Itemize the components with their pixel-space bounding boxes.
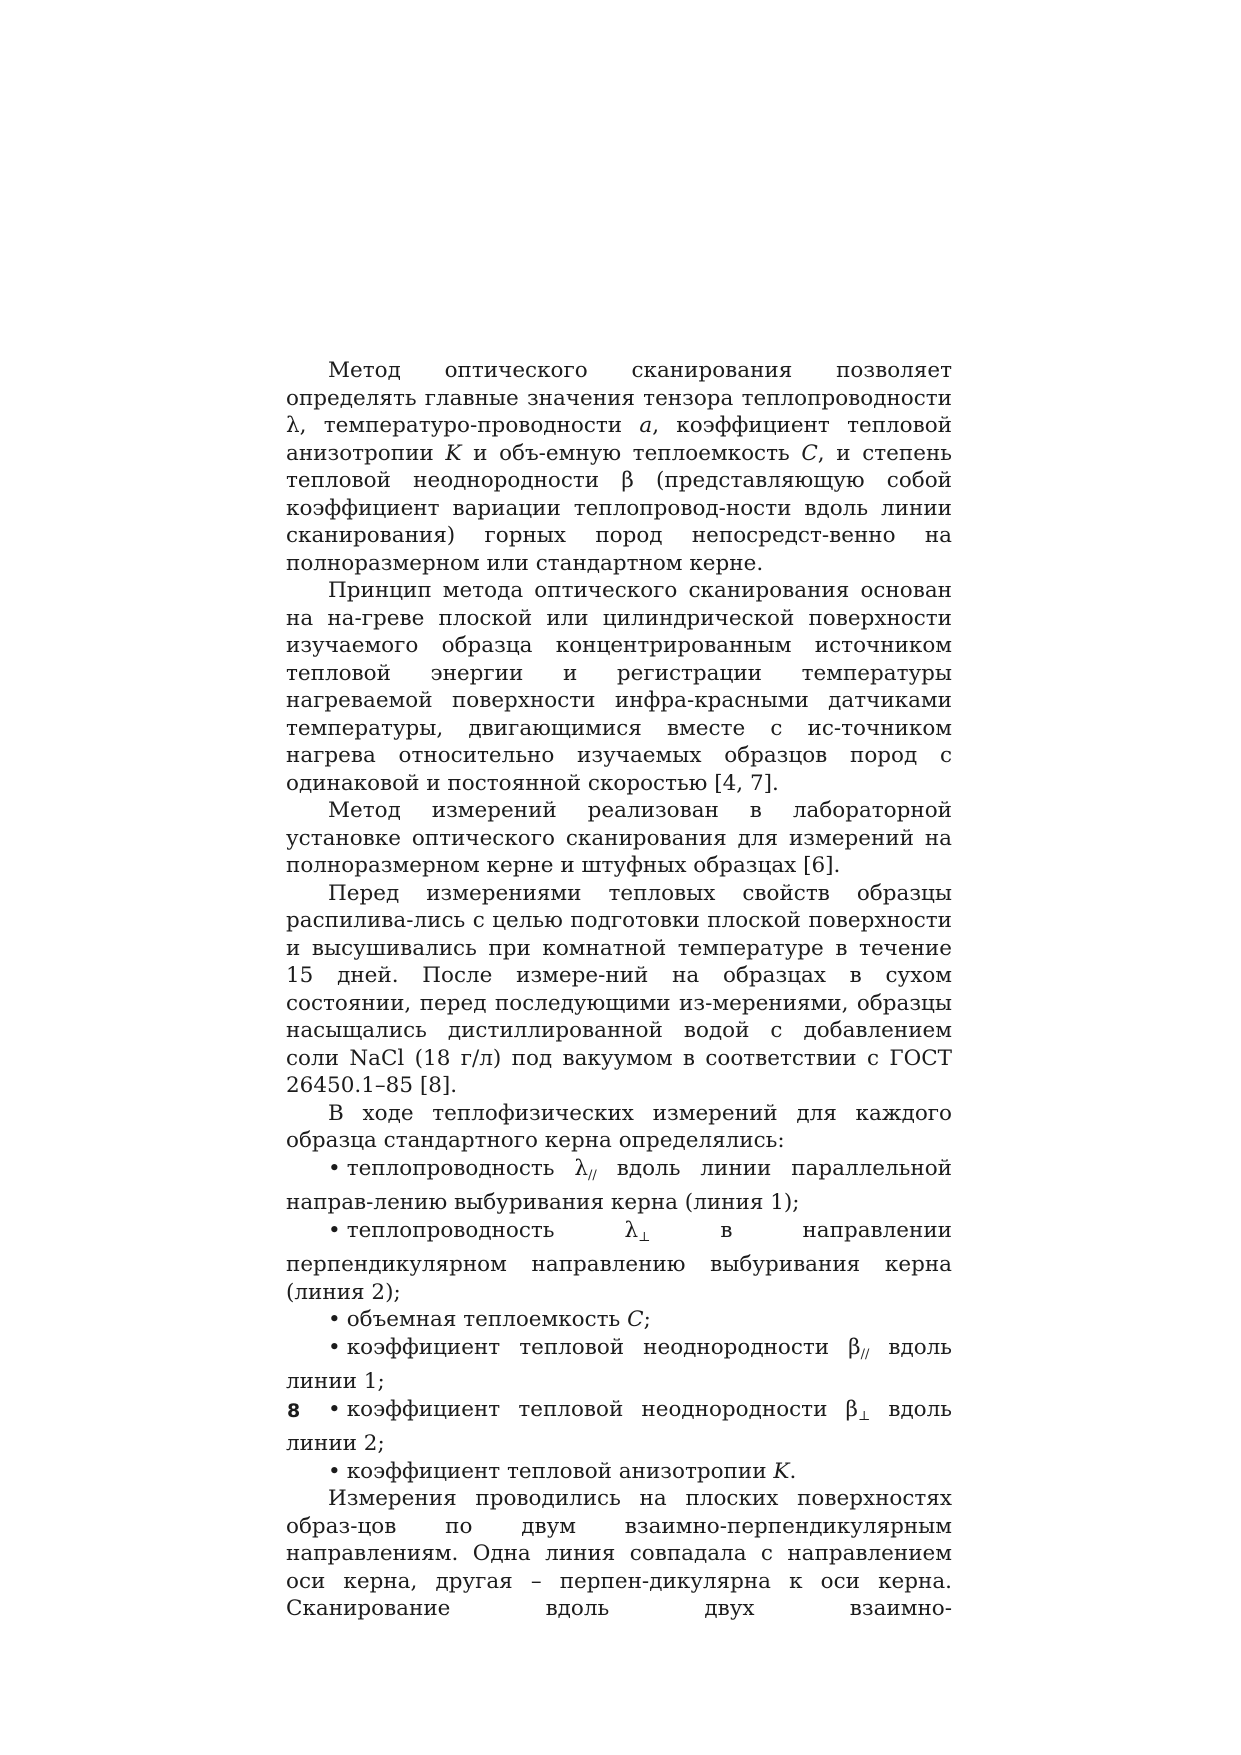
list-item-text: в направлении перпендикулярном направлению выбуривания керна (линия 2); xyxy=(286,1217,952,1305)
bullet-icon: • xyxy=(328,1334,341,1360)
subscript-parallel: // xyxy=(860,1346,870,1362)
paragraph-text: , и степень тепловой неоднородности β (представляющую собой коэффициент вариации теплопровод-ности вдоль линии сканирования) горных пород непосредст-венно на полноразмерном или стандартном керне. xyxy=(286,440,952,576)
symbol-c: C xyxy=(801,440,818,466)
bullet-icon: • xyxy=(328,1307,341,1332)
paragraph-text: , коэффициент тепловой анизотропии xyxy=(286,413,952,466)
list-item-text: теплопроводность λ xyxy=(346,1217,639,1243)
bullet-icon: • xyxy=(328,1458,341,1484)
symbol-k: K xyxy=(773,1458,790,1484)
list-item-anisotropy xyxy=(286,1458,952,1486)
paragraph-method-overview xyxy=(286,357,952,577)
bullet-icon: • xyxy=(328,1155,341,1181)
bullet-icon: • xyxy=(328,1396,341,1422)
symbol-k: K xyxy=(445,440,462,466)
paragraph-text: и объ-емную теплоемкость xyxy=(461,440,802,466)
paragraph-method-principle: Принцип метода оптического сканирования основан на на-греве плоской или цилиндрической поверхности изучаемого образца концентрированным источником тепловой энергии и регистрации температуры нагреваемой поверхности инфра-красными датчиками температуры, двигающимися вместе с ис-точником нагрева относительно изучаемых образцов пород с одинаковой и постоянной скоростью [4, 7]. xyxy=(286,578,952,796)
paragraph-measurement-directions: Измерения проводились на плоских поверхностях образ-цов по двум взаимно-перпендикулярным направлениям. Одна линия совпадала с направлением оси керна, другая – перпен-дикулярна к оси керна. Сканирование вдоль двух взаимно- xyxy=(286,1486,952,1621)
subscript-parallel: // xyxy=(588,1167,597,1183)
list-item-text: коэффициент тепловой неоднородности β xyxy=(346,1396,858,1422)
page-number: 8 xyxy=(287,1400,301,1422)
list-item-text: теплопроводность λ xyxy=(346,1155,589,1181)
paragraph-method-implementation: Метод измерений реализован в лабораторной установке оптического сканирования для измерений на полноразмерном керне и штуфных образцах [6]. xyxy=(286,798,952,878)
list-item-heterogeneity-line1 xyxy=(286,1334,952,1396)
symbol-a: a xyxy=(639,413,653,438)
paragraph-measured-properties-intro: В ходе теплофизических измерений для каждого образца стандартного керна определялись: xyxy=(286,1100,952,1153)
page-body xyxy=(286,357,952,1623)
list-item-text: вдоль линии 2; xyxy=(286,1396,952,1456)
list-item-text: вдоль линии 1; xyxy=(286,1334,952,1394)
list-item-text: объемная теплоемкость xyxy=(346,1307,628,1332)
list-item-conductivity-parallel xyxy=(286,1155,952,1217)
list-item-text: коэффициент тепловой анизотропии xyxy=(346,1458,774,1484)
paragraph-sample-preparation: Перед измерениями тепловых свойств образцы распилива-лись с целью подготовки плоской поверхности и высушивались при комнатной температуре в течение 15 дней. После измере-ний на образцах в сухом состоянии, перед последующими из-мерениями, образцы насыщались дистиллированной водой с добавлением соли NaCl (18 г/л) под вакуумом в соответствии с ГОСТ 26450.1–85 [8]. xyxy=(286,880,952,1098)
list-item-conductivity-perpendicular xyxy=(286,1217,952,1307)
list-item-text: вдоль линии параллельной направ-лению выбуривания керна (линия 1); xyxy=(286,1155,952,1215)
bullet-icon: • xyxy=(328,1217,341,1243)
symbol-c: C xyxy=(627,1307,644,1332)
list-item-text: коэффициент тепловой неоднородности β xyxy=(346,1334,861,1360)
list-item-text: . xyxy=(789,1458,797,1484)
subscript-perpendicular: ⊥ xyxy=(857,1408,871,1424)
subscript-perpendicular: ⊥ xyxy=(638,1229,651,1245)
list-item-text: ; xyxy=(643,1307,651,1332)
list-item-heat-capacity xyxy=(286,1306,952,1334)
paragraph-text: Метод оптического сканирования позволяет определять главные значения тензора теплопроводности λ, температуро-проводности xyxy=(286,358,952,438)
list-item-heterogeneity-line2 xyxy=(286,1396,952,1458)
